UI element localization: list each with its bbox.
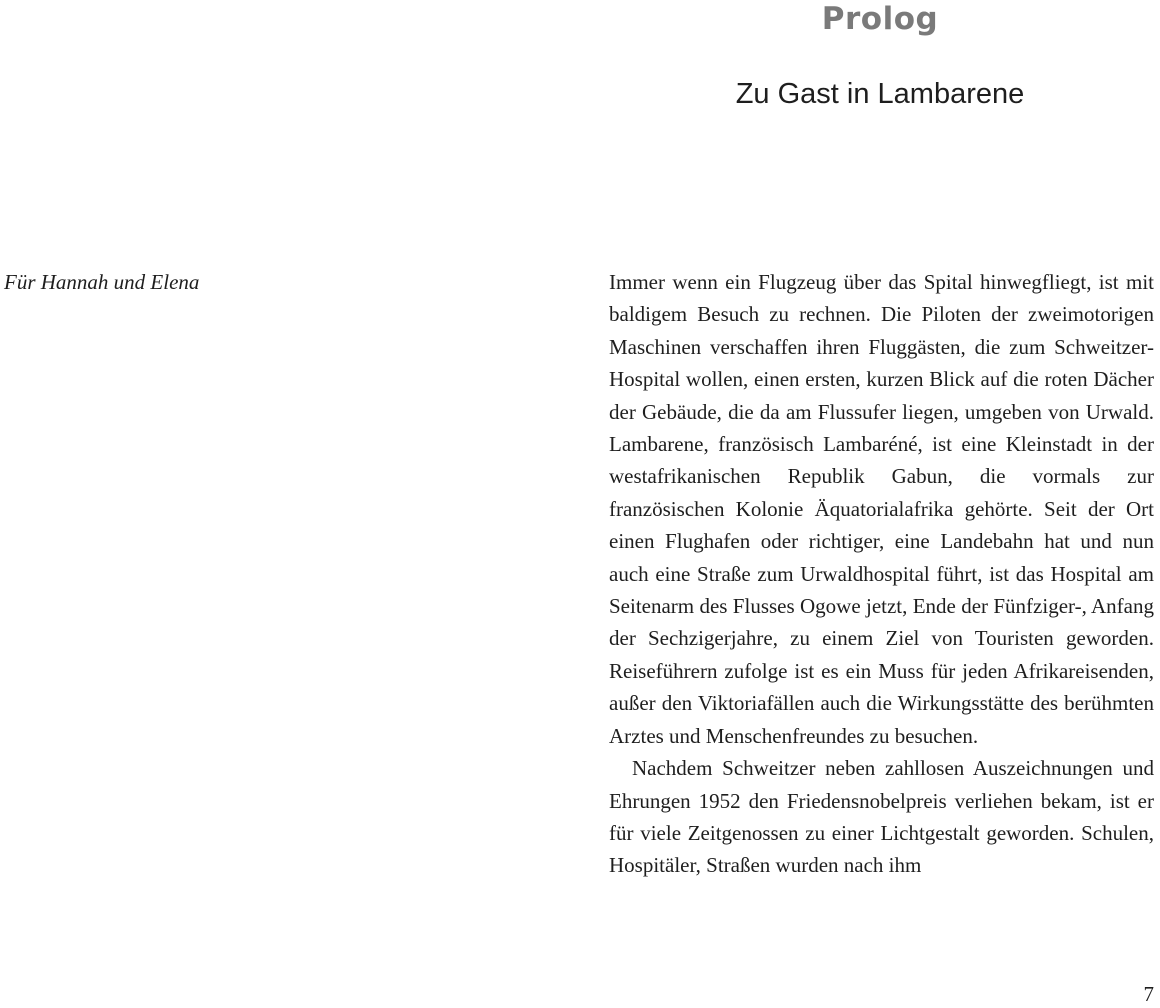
chapter-title: Zu Gast in Lambarene <box>735 78 1025 110</box>
dedication: Für Hannah und Elena <box>4 270 200 294</box>
paragraph: Nachdem Schweitzer neben zahllosen Auszeichnungen und Ehrungen 1952 den Friedensnobelpreis verliehen bekam, ist er für viele Zeitgenossen zu einer Lichtgestalt geworden. Schulen, Hospitäler, Straßen wurden nach ihm <box>609 756 1154 878</box>
paragraph: Immer wenn ein Flugzeug über das Spital hinwegfliegt, ist mit baldigem Besuch zu rechnen. Die Piloten der zweimotorigen Maschinen verschaffen ihren Fluggästen, die zum Schweitzer-Hospital wollen, einen ersten, kurzen Blick auf die roten Dächer der Gebäude, die da am Flussufer liegen, umgeben von Urwald. Lambarene, französisch Lambaréné, ist eine Kleinstadt in der westafrikanischen Republik Gabun, die vormals zur französischen Kolonie Äquatorialafrika gehörte. Seit der Ort einen Flughafen oder richtiger, eine Landebahn hat und nun auch eine Straße zum Urwaldhospital führt, ist das Hospital am Seitenarm des Flusses Ogowe jetzt, Ende der Fünfziger-, Anfang der Sechzigerjahre, zu einem Ziel von Touristen geworden. Reiseführern zufolge ist es ein Muss für jeden Afrikareisenden, außer den Viktoriafällen auch die Wirkungsstätte des berühmten Arztes und Menschenfreundes zu besuchen. <box>609 270 1154 748</box>
chapter-label: Prolog <box>821 1 939 37</box>
page-number: 7 <box>1143 982 1154 1006</box>
body-text <box>609 266 1154 882</box>
